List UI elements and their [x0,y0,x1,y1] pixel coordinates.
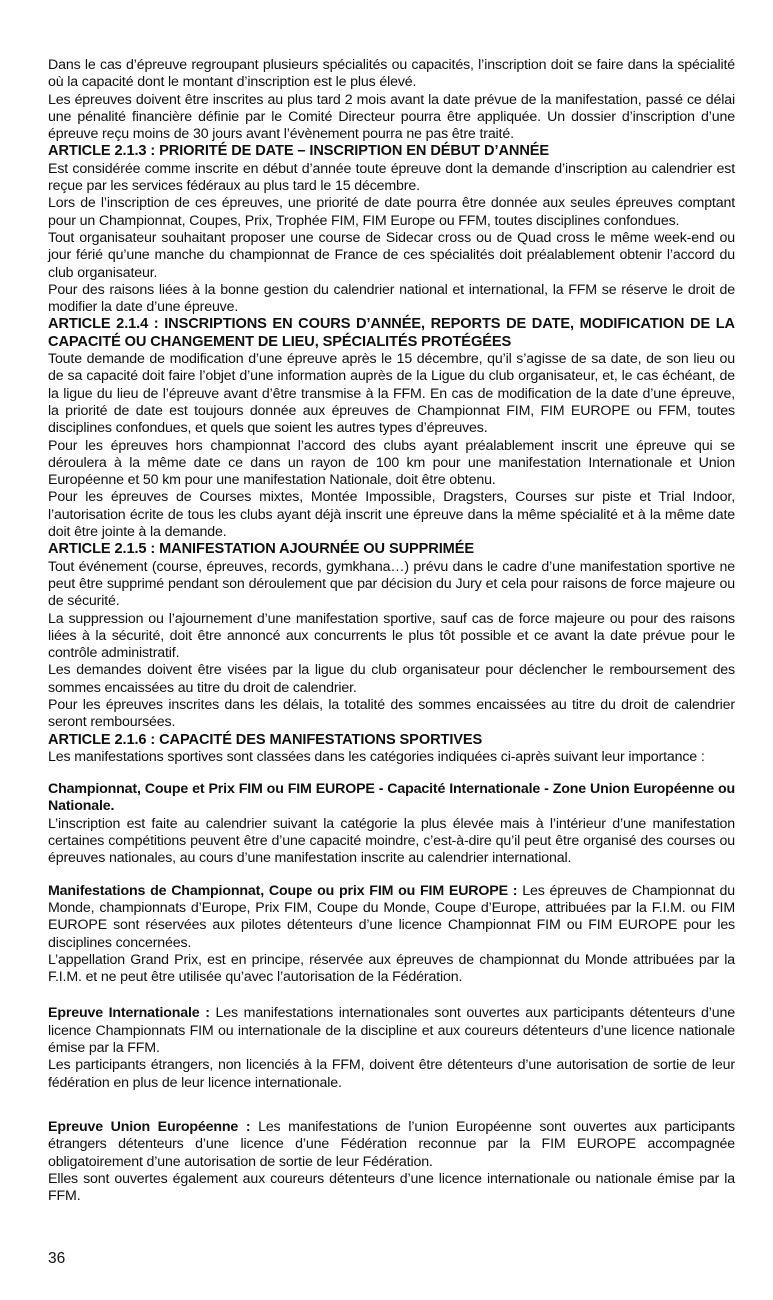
category-epreuve-union-europeenne [48,1119,735,1205]
paragraph: Pour des raisons liées à la bonne gestion du calendrier national et international, la FFM se réserve le droit de modifier la date d’une épreuve. [48,281,735,316]
paragraph: Est considérée comme inscrite en début d’année toute épreuve dont la demande d’inscription au calendrier est reçue par les services fédéraux au plus tard le 15 décembre. [48,160,735,195]
paragraph: Toute demande de modification d’une épreuve après le 15 décembre, qu’il s’agisse de sa date, de son lieu ou de sa capacité doit faire l’objet d’une information auprès de la Ligue du club organisateur, et, le cas échéant, de la ligue du lieu de l’épreuve avant d’être transmise à la FFM. En cas de modification de la date d’une épreuve, la priorité de date est toujours donnée aux épreuves de Championnat FIM, FIM EUROPE ou FFM, toutes disciplines confondues, et quels que soient les autres types d’épreuves. [48,351,735,437]
paragraph: L’appellation Grand Prix, est en principe, réservée aux épreuves de championnat du Monde attribuées par la F.I.M. et ne peut être utilisée qu’avec l’autorisation de la Fédération. [48,951,735,986]
paragraph: Pour les épreuves inscrites dans les délais, la totalité des sommes encaissées au titre du droit de calendrier seront remboursées. [48,696,735,731]
category-lead-text: Les épreuves de Championnat du Monde, championnats d’Europe, Prix FIM, Coupe du Monde, Coupe d’Europe, attribuées par la F.I.M. ou FIM EUROPE sont réservées aux pilotes détenteurs d’une licence Championnat FIM ou FIM EUROPE pour les disciplines concernées. [48,882,735,951]
category-epreuve-internationale [48,1005,735,1091]
category-championnat-coupe-prix [48,781,735,867]
category-manifestations-championnat [48,883,735,987]
paragraph [48,1005,735,1057]
paragraph [48,883,735,952]
paragraph [48,1119,735,1171]
paragraph: L’inscription est faite au calendrier suivant la catégorie la plus élevée mais à l’intérieur d’une manifestation certaines compétitions peuvent être d’une capacité moindre, c’est-à-dire qu’il peut être organisé des courses ou épreuves nationales, au cours d’une manifestation inscrite au calendrier international. [48,815,735,867]
category-lead-text: Les manifestations de l’union Européenne sont ouvertes aux participants étrangers détenteurs d’une licence d’une Fédération reconnue par la FIM EUROPE accompagnée obligatoirement d’une autorisation de sortie de leur Fédération. [48,1118,735,1170]
category-lead-text: Les manifestations internationales sont ouvertes aux participants détenteurs d’une licence Championnats FIM ou internationale de la discipline et aux coureurs détenteurs d’une licence nationale émise par la FFM. [48,1005,735,1057]
category-title: Championnat, Coupe et Prix FIM ou FIM EUROPE - Capacité Internationale - Zone Union Européenne ou Nationale. [48,781,735,815]
paragraph: Dans le cas d’épreuve regroupant plusieurs spécialités ou capacités, l’inscription doit se faire dans la spécialité où la capacité dont le montant d’inscription est le plus élevé. [48,57,735,91]
article-heading-2-1-6: ARTICLE 2.1.6 : CAPACITÉ DES MANIFESTATIONS SPORTIVES [48,731,483,748]
paragraph: Tout organisateur souhaitant proposer une course de Sidecar cross ou de Quad cross le même week-end ou jour férié qu’une manche du championnat de France de ces spécialités doit préalablement obtenir l’accord du club organisateur. [48,229,735,281]
article-heading-2-1-4: ARTICLE 2.1.4 : INSCRIPTIONS EN COURS D’ANNÉE, REPORTS DE DATE, MODIFICATION DE LA CAPACITÉ OU CHANGEMENT DE LIEU, SPÉCIALITÉS PROTÉGÉES [48,316,735,350]
category-title: Epreuve Union Européenne : [48,1118,251,1135]
paragraph: Les participants étrangers, non licenciés à la FFM, doivent être détenteurs d’une autorisation de sortie de leur fédération en plus de leur licence internationale. [48,1057,735,1091]
paragraph: Les manifestations sportives sont classées dans les catégories indiquées ci-après suivant leur importance : [48,748,705,765]
article-heading-2-1-5: ARTICLE 2.1.5 : MANIFESTATION AJOURNÉE OU SUPPRIMÉE [48,541,474,558]
category-title: Manifestations de Championnat, Coupe ou prix FIM ou FIM EUROPE : [48,882,518,899]
paragraph: Elles sont ouvertes également aux coureurs détenteurs d’une licence internationale ou nationale émise par la FFM. [48,1170,735,1205]
article-heading-2-1-3: ARTICLE 2.1.3 : PRIORITÉ DE DATE – INSCRIPTION EN DÉBUT D’ANNÉE [48,143,550,160]
paragraph: Les demandes doivent être visées par la ligue du club organisateur pour déclencher le remboursement des sommes encaissées au titre du droit de calendrier. [48,662,735,696]
category-title: Epreuve Internationale : [48,1005,210,1022]
paragraph: Pour les épreuves de Courses mixtes, Montée Impossible, Dragsters, Courses sur piste et Trial Indoor, l’autorisation écrite de tous les clubs ayant déjà inscrit une épreuve dans la même spécialité et à la même date doit être jointe à la demande. [48,489,735,541]
paragraph: Pour les épreuves hors championnat l’accord des clubs ayant préalablement inscrit une épreuve qui se déroulera à la même date ce dans un rayon de 100 km pour une manifestation Internationale et Union Européenne et 50 km pour une manifestation Nationale, doit être obtenu. [48,437,735,489]
paragraph: Tout événement (course, épreuves, records, gymkhana…) prévu dans le cadre d’une manifestation sportive ne peut être supprimé pendant son déroulement que par décision du Jury et cela pour raisons de force majeure ou de sécurité. [48,558,735,610]
paragraph: Lors de l’inscription de ces épreuves, une priorité de date pourra être donnée aux seules épreuves comptant pour un Championnat, Coupes, Prix, Trophée FIM, FIM Europe ou FFM, toutes disciplines confondues. [48,195,735,229]
paragraph: La suppression ou l’ajournement d’une manifestation sportive, sauf cas de force majeure ou pour des raisons liées à la sécurité, doit être annoncé aux concurrents le plus tôt possible et ce avant la date prévue pour le contrôle administratif. [48,610,735,662]
paragraph: Les épreuves doivent être inscrites au plus tard 2 mois avant la date prévue de la manifestation, passé ce délai une pénalité financière définie par le Comité Directeur pourra être appliquée. Un dossier d’inscription d’une épreuve reçu moins de 30 jours avant l’évènement pourra ne pas être traité. [48,91,735,143]
page-number: 36 [48,1250,66,1267]
